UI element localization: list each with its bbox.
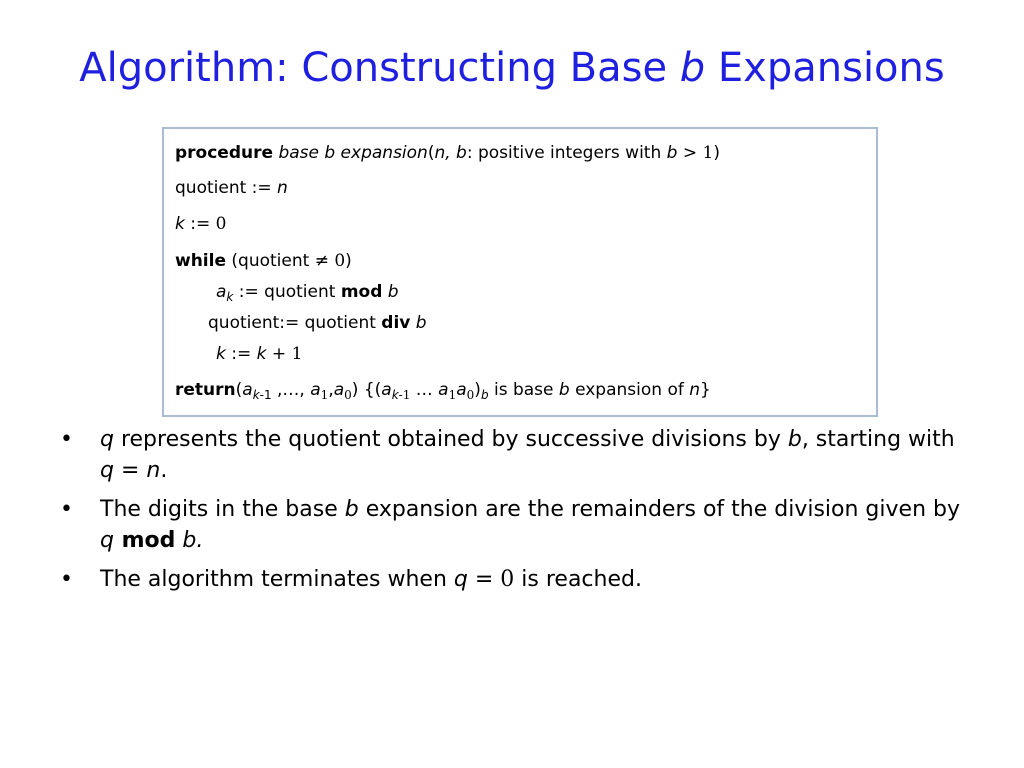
bullet-item-terminates bbox=[60, 564, 960, 595]
ak-assign: := quotient bbox=[233, 282, 341, 302]
k-increment-line bbox=[216, 342, 302, 366]
b2-b2: b. bbox=[175, 528, 204, 553]
quotient-init-text: quotient := bbox=[175, 178, 278, 198]
k-inc-one: 1 bbox=[291, 344, 303, 364]
return-a4: a bbox=[381, 380, 392, 400]
return-a6: a bbox=[456, 380, 467, 400]
bullet-item-quotient bbox=[60, 424, 960, 486]
b1-end: . bbox=[160, 458, 168, 483]
procedure-line bbox=[175, 141, 720, 165]
while-keyword: while bbox=[175, 251, 226, 271]
return-s4-k: k bbox=[391, 388, 399, 402]
return-s2: 1 bbox=[320, 388, 329, 402]
quotient-init-var: n bbox=[277, 178, 288, 198]
return-n: n bbox=[689, 380, 701, 400]
return-sb: b bbox=[480, 388, 489, 402]
quotient-div-line bbox=[208, 311, 427, 335]
b3-zero: 0 bbox=[500, 567, 515, 592]
b2-mod: mod bbox=[113, 528, 176, 553]
title-suffix: Expansions bbox=[705, 45, 945, 91]
procedure-gt: > bbox=[677, 143, 703, 163]
slide-title bbox=[0, 40, 1024, 96]
return-close2: ) bbox=[474, 380, 481, 400]
procedure-open: ( bbox=[427, 143, 435, 163]
k-inc-plus: + bbox=[266, 344, 292, 364]
return-s6: 0 bbox=[466, 388, 475, 402]
k-init-var: k bbox=[175, 214, 185, 234]
return-tail1: is base bbox=[488, 380, 559, 400]
ak-line bbox=[216, 280, 399, 304]
quotient-div-text: quotient:= quotient bbox=[208, 313, 382, 333]
b1-n: n bbox=[146, 458, 161, 483]
ak-a: a bbox=[216, 282, 227, 302]
title-var: b bbox=[679, 45, 706, 91]
procedure-name: base b expansion bbox=[278, 143, 428, 163]
return-tail2: expansion of bbox=[569, 380, 690, 400]
bullet-dot: • bbox=[60, 567, 73, 592]
return-s4-minus: -1 bbox=[398, 388, 411, 402]
quotient-div-keyword: div bbox=[381, 313, 411, 333]
return-a1: a bbox=[242, 380, 253, 400]
return-s1 bbox=[253, 388, 272, 402]
return-a3: a bbox=[333, 380, 345, 400]
b2-b: b bbox=[344, 497, 359, 522]
while-zero: 0 bbox=[334, 251, 346, 271]
k-init-assign: := bbox=[184, 214, 216, 234]
ak-mod: mod bbox=[340, 282, 383, 302]
procedure-b: b bbox=[666, 143, 678, 163]
bullet-dot: • bbox=[60, 497, 73, 522]
b3-q: q bbox=[453, 567, 468, 592]
return-s3: 0 bbox=[344, 388, 352, 402]
return-close: ) bbox=[351, 380, 359, 400]
bullet-list bbox=[60, 424, 960, 603]
b2-t1: The digits in the base bbox=[100, 497, 345, 522]
procedure-params: n, b bbox=[434, 143, 467, 163]
quotient-init-line bbox=[175, 176, 288, 200]
return-a5: a bbox=[438, 380, 449, 400]
k-inc-k: k bbox=[216, 344, 226, 364]
return-dots: … bbox=[410, 380, 439, 400]
while-close: ) bbox=[345, 251, 352, 271]
return-end: } bbox=[700, 380, 711, 400]
b1-t1: represents the quotient obtained by successive divisions by bbox=[113, 427, 788, 452]
return-s4 bbox=[392, 388, 411, 402]
return-mid1: ,…, bbox=[271, 380, 311, 400]
procedure-desc: : positive integers with bbox=[466, 143, 667, 163]
b3-t2: is reached. bbox=[514, 567, 642, 592]
while-line bbox=[175, 249, 352, 273]
return-a2: a bbox=[310, 380, 321, 400]
return-line bbox=[175, 378, 711, 402]
ak-k: k bbox=[226, 290, 234, 304]
procedure-one: 1 bbox=[702, 143, 714, 163]
k-init-line bbox=[175, 212, 226, 236]
procedure-close: ) bbox=[713, 143, 720, 163]
return-keyword: return bbox=[175, 380, 236, 400]
b2-t2: expansion are the remainders of the division given by bbox=[358, 497, 960, 522]
b3-eq: = bbox=[467, 567, 501, 592]
return-open: ( bbox=[235, 380, 243, 400]
return-s5: 1 bbox=[448, 388, 457, 402]
return-brace: {( bbox=[358, 380, 382, 400]
quotient-div-b: b bbox=[410, 313, 427, 333]
return-s1-k: k bbox=[252, 388, 260, 402]
return-s1-minus: -1 bbox=[259, 388, 272, 402]
b2-q: q bbox=[100, 528, 114, 553]
k-init-zero: 0 bbox=[215, 214, 227, 234]
algorithm-box bbox=[162, 127, 878, 417]
return-comma: , bbox=[328, 380, 334, 400]
b1-eq: = bbox=[113, 458, 147, 483]
b1-t2: , starting with bbox=[801, 427, 955, 452]
ak-b: b bbox=[382, 282, 399, 302]
b1-q: q bbox=[100, 427, 114, 452]
title-prefix: Algorithm: Constructing Base bbox=[79, 45, 680, 91]
while-cond: (quotient ≠ bbox=[226, 251, 335, 271]
return-b: b bbox=[558, 380, 570, 400]
procedure-keyword: procedure bbox=[175, 143, 274, 163]
b1-b: b bbox=[787, 427, 802, 452]
b3-t1: The algorithm terminates when bbox=[100, 567, 454, 592]
b1-q2: q bbox=[100, 458, 114, 483]
bullet-dot: • bbox=[60, 427, 73, 452]
bullet-item-digits bbox=[60, 494, 960, 556]
k-inc-assign: := bbox=[225, 344, 257, 364]
k-inc-k2: k bbox=[256, 344, 267, 364]
